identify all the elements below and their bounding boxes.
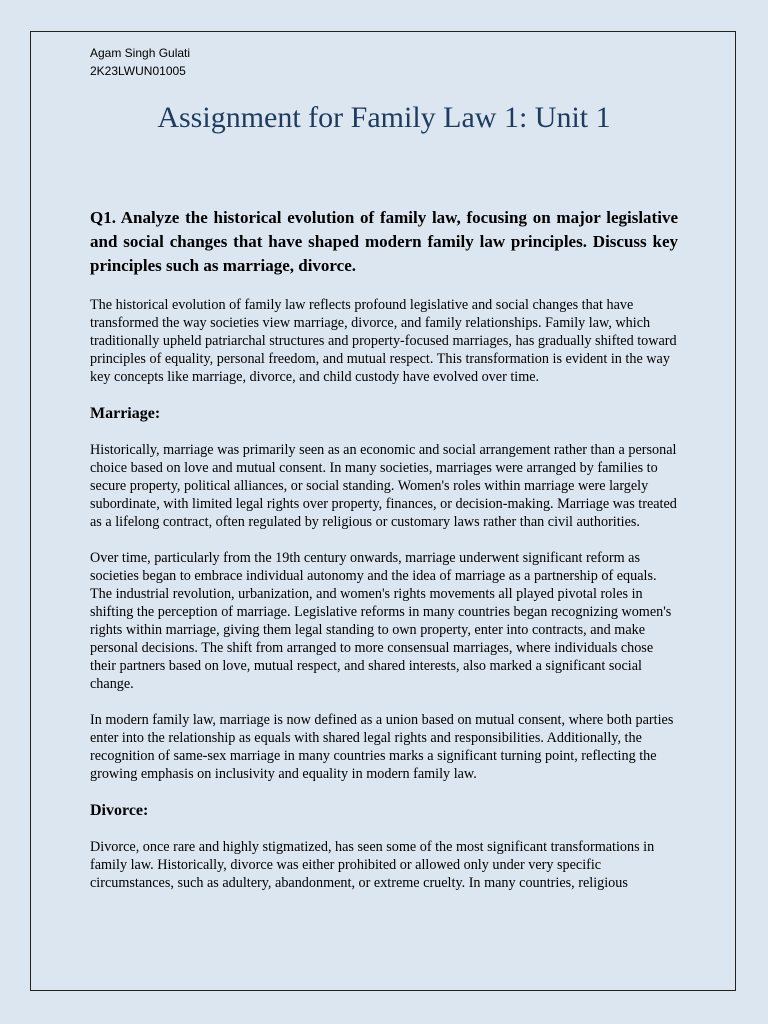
divorce-paragraph-1: Divorce, once rare and highly stigmatized, has seen some of the most significant transformations in family law. Historically, divorce was either prohibited or allowed only under very specific circumstances, such as adultery, abandonment, or extreme cruelty. In many countries, religious — [90, 839, 655, 891]
question-text: Q1. Analyze the historical evolution of family law, focusing on major legislative and social changes that have shaped modern family law principles. Discuss key principles such as marriage, divorce. — [90, 208, 678, 275]
document-title: Assignment for Family Law 1: Unit 1 — [157, 101, 611, 134]
marriage-paragraph-1: Historically, marriage was primarily seen as an economic and social arrangement rather than a personal choice based on love and mutual consent. In many societies, marriages were arranged by families to secure property, political alliances, or social standing. Women's roles within marriage were largely subordinate, with limited legal rights over property, finances, or decision-making. Marriage was treated as a lifelong contract, often regulated by religious or customary laws rather than civil authorities. — [90, 442, 677, 530]
author-name: Agam Singh Gulati — [90, 46, 191, 60]
document-content — [90, 44, 678, 891]
marriage-paragraph-3: In modern family law, marriage is now defined as a union based on mutual consent, where both parties enter into the relationship as equals with shared legal rights and responsibilities. Additionally, the recognition of same-sex marriage in many countries marks a significant turning point, reflecting the growing emphasis on inclusivity and equality in modern family law. — [90, 712, 674, 782]
section-heading-divorce: Divorce: — [90, 802, 149, 819]
section-heading-marriage: Marriage: — [90, 405, 161, 422]
roll-number: 2K23LWUN01005 — [90, 64, 186, 78]
marriage-paragraph-2: Over time, particularly from the 19th century onwards, marriage underwent significant reform as societies began to embrace individual autonomy and the idea of marriage as a partnership of equals. The industrial revolution, urbanization, and women's rights movements all played pivotal roles in shifting the perception of marriage. Legislative reforms in many countries began recognizing women's rights within marriage, giving them legal standing to own property, enter into contracts, and make personal decisions. The shift from arranged to more consensual marriages, where individuals chose their partners based on love, mutual respect, and shared interests, also marked a significant social change. — [90, 550, 672, 692]
document-body — [90, 296, 678, 910]
intro-paragraph: The historical evolution of family law reflects profound legislative and social changes that have transformed the way societies view marriage, divorce, and family relationships. Family law, which traditionally upheld patriarchal structures and property-focused marriages, has gradually shifted toward principles of equality, personal freedom, and mutual respect. This transformation is evident in the way key concepts like marriage, divorce, and child custody have evolved over time. — [90, 297, 677, 385]
